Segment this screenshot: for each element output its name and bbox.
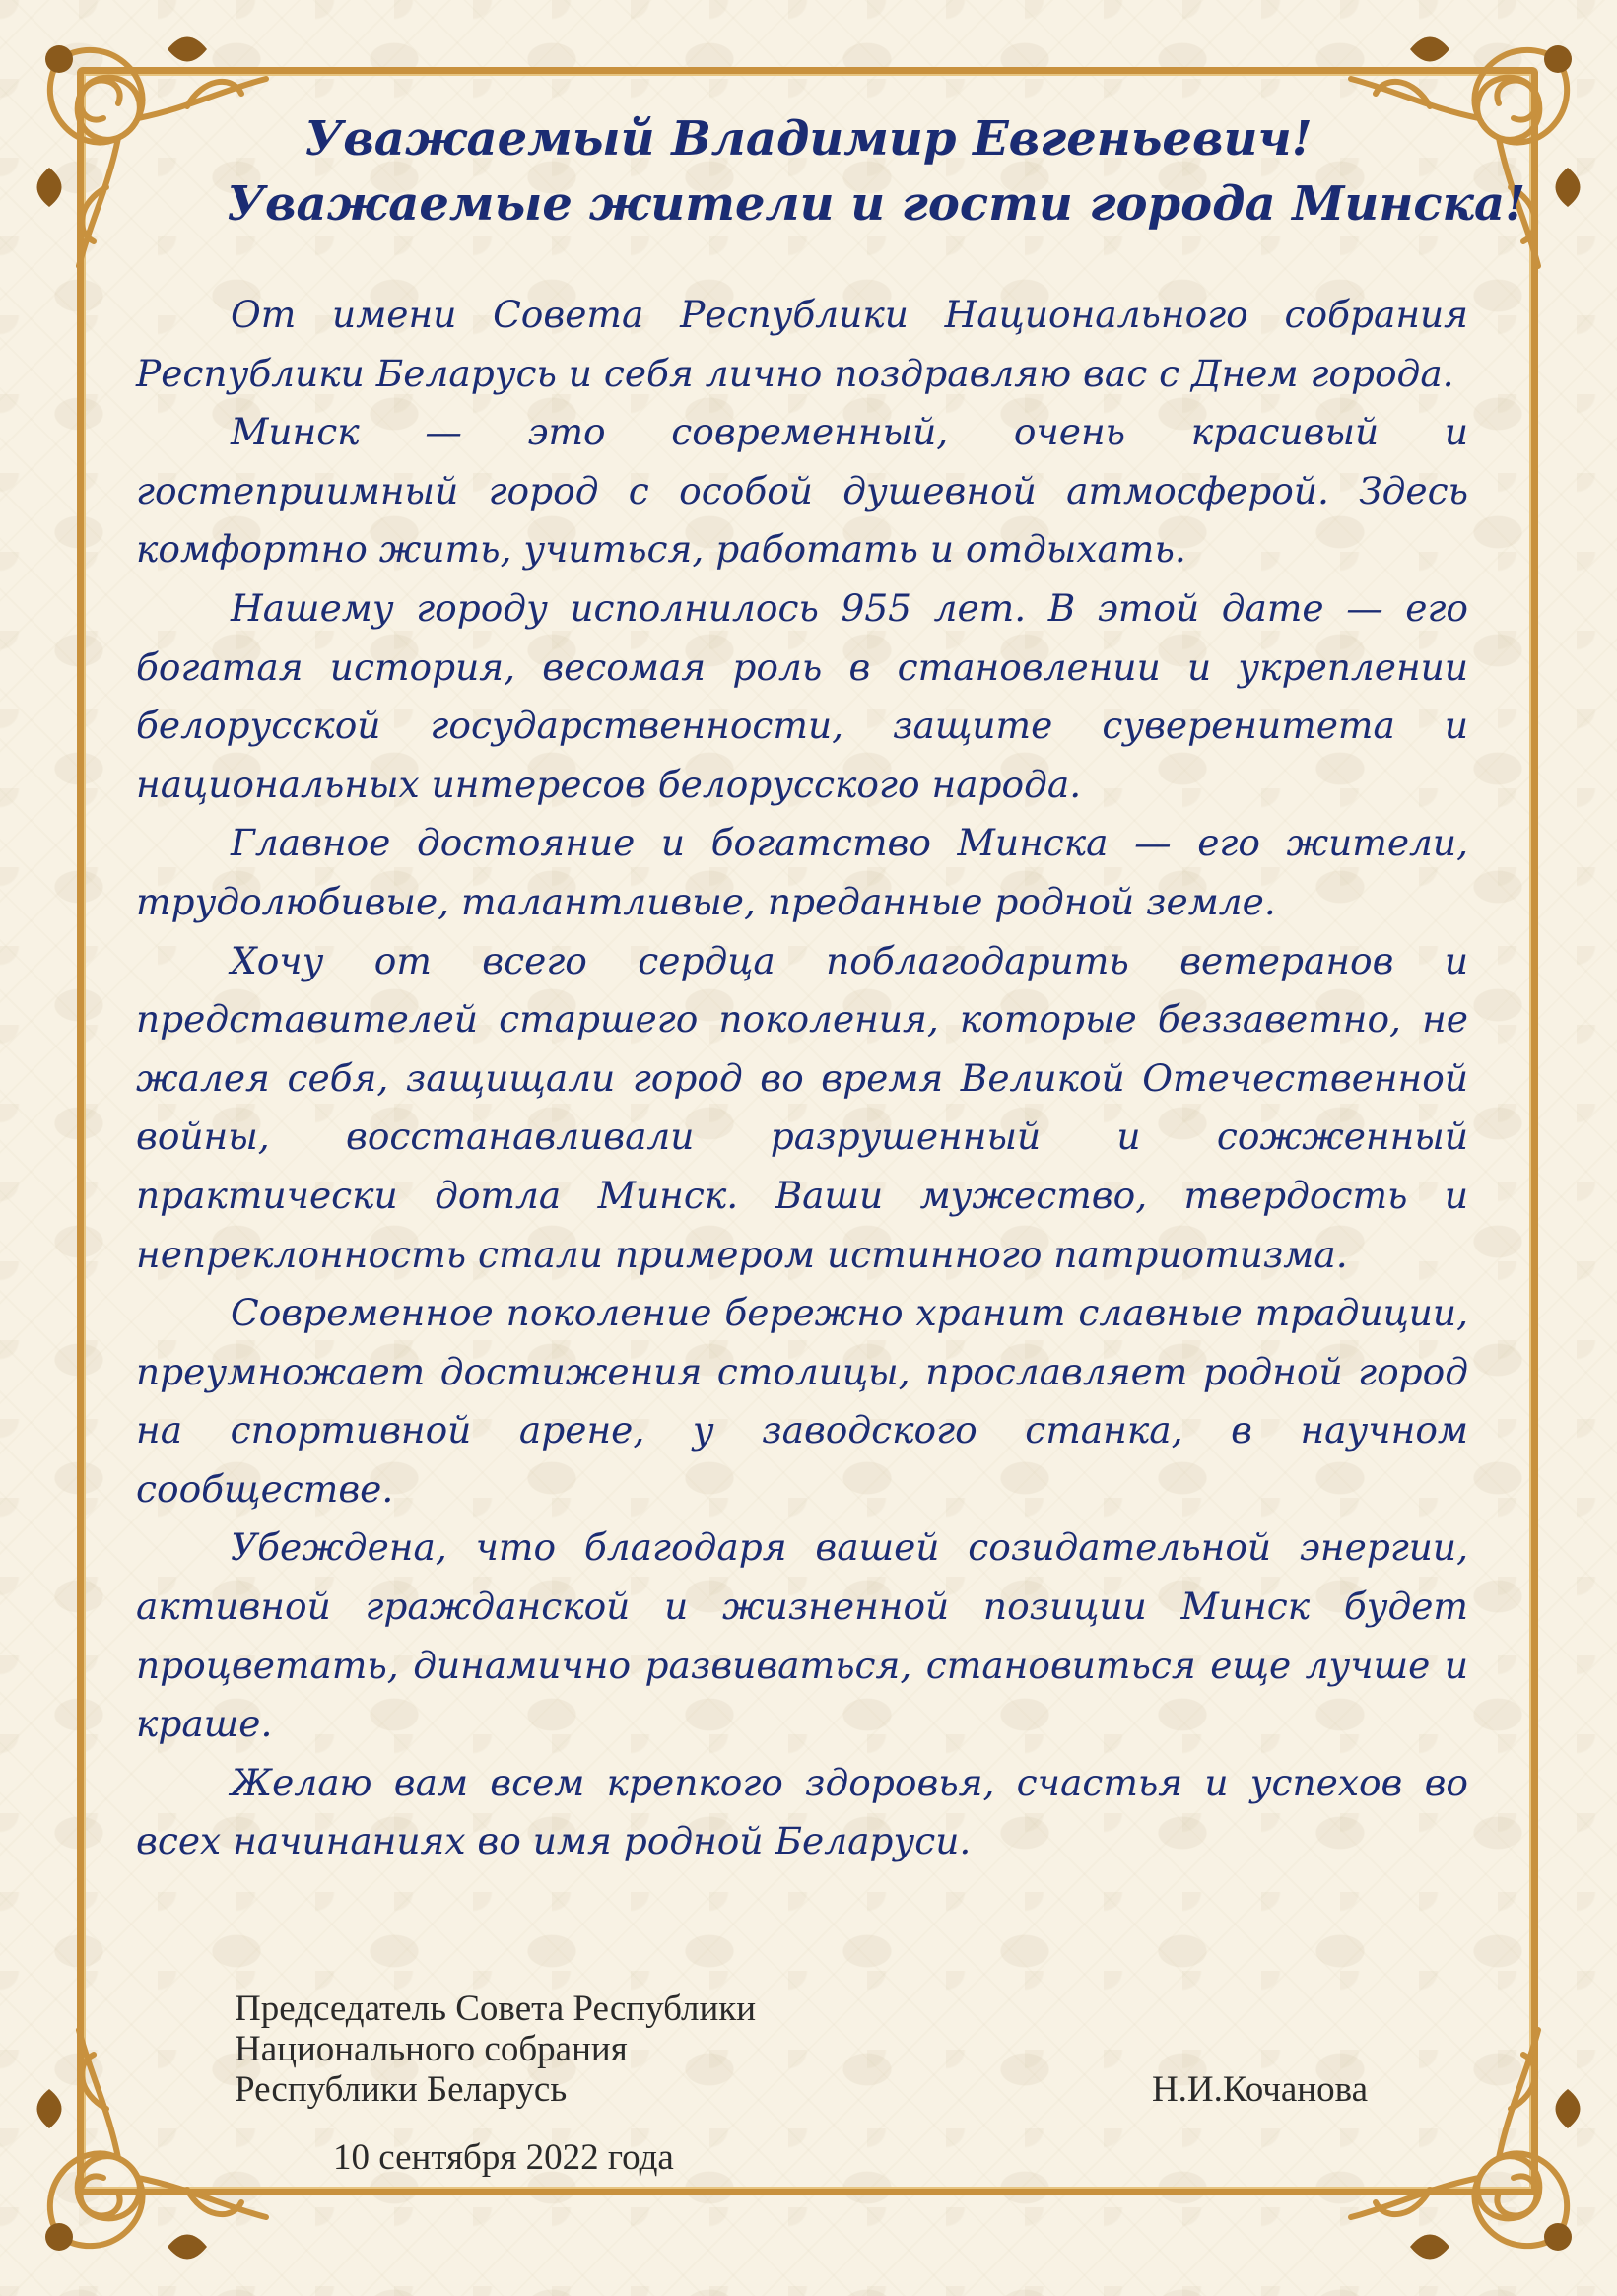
- letter-body: [136, 286, 1468, 1871]
- signature-block: [235, 1989, 1407, 2110]
- paragraph-7: Убеждена, что благодаря вашей созидательной энергии, активной гражданской и жизненной позиции Минск будет процветать, динамично развиваться, становиться еще лучше и краше.: [136, 1525, 1468, 1746]
- paragraph-1: От имени Совета Республики Национального собрания Республики Беларусь и себя лично поздравляю вас с Днем города.: [136, 293, 1468, 395]
- signatory-title-line: Республики Беларусь: [235, 2069, 568, 2110]
- greeting-line-1: Уважаемый Владимир Евгеньевич!: [304, 111, 1313, 167]
- signatory-name: Н.И.Кочанова: [1151, 2069, 1368, 2110]
- greeting-line-2: Уважаемые жители и гости города Минска!: [227, 176, 1526, 232]
- paragraph-8: Желаю вам всем крепкого здоровья, счастья и успехов во всех начинаниях во имя родной Беларуси.: [136, 1760, 1468, 1863]
- paragraph-6: Современное поколение бережно хранит славные традиции, преумножает достижения столицы, прославляет родной город на спортивной арене, у заводского станка, в научном сообществе.: [136, 1291, 1468, 1511]
- signatory-title-line: Председатель Совета Республики: [235, 1989, 757, 2029]
- paragraph-2: Минск — это современный, очень красивый и гостеприимный город с особой душевной атмосферой. Здесь комфортно жить, учиться, работать и отдыхать.: [136, 410, 1468, 572]
- letter-date: 10 сентября 2022 года: [333, 2137, 674, 2178]
- signatory-title-line: Национального собрания: [235, 2029, 628, 2069]
- paragraph-4: Главное достояние и богатство Минска — его жители, трудолюбивые, талантливые, преданные родной земле.: [136, 821, 1468, 923]
- paragraph-5: Хочу от всего сердца поблагодарить ветеранов и представителей старшего поколения, которые беззаветно, не жалея себя, защищали город во время Великой Отечественной войны, восстанавливали разрушенный и сожженный практически дотла Минск. Ваши мужество, твердость и непреклонность стали примером истинного патриотизма.: [136, 938, 1468, 1276]
- paragraph-3: Нашему городу исполнилось 955 лет. В этой дате — его богатая история, весомая роль в становлении и укреплении белорусской государственности, защите суверенитета и национальных интересов белорусского народа.: [136, 585, 1468, 806]
- greeting-heading: [227, 106, 1526, 236]
